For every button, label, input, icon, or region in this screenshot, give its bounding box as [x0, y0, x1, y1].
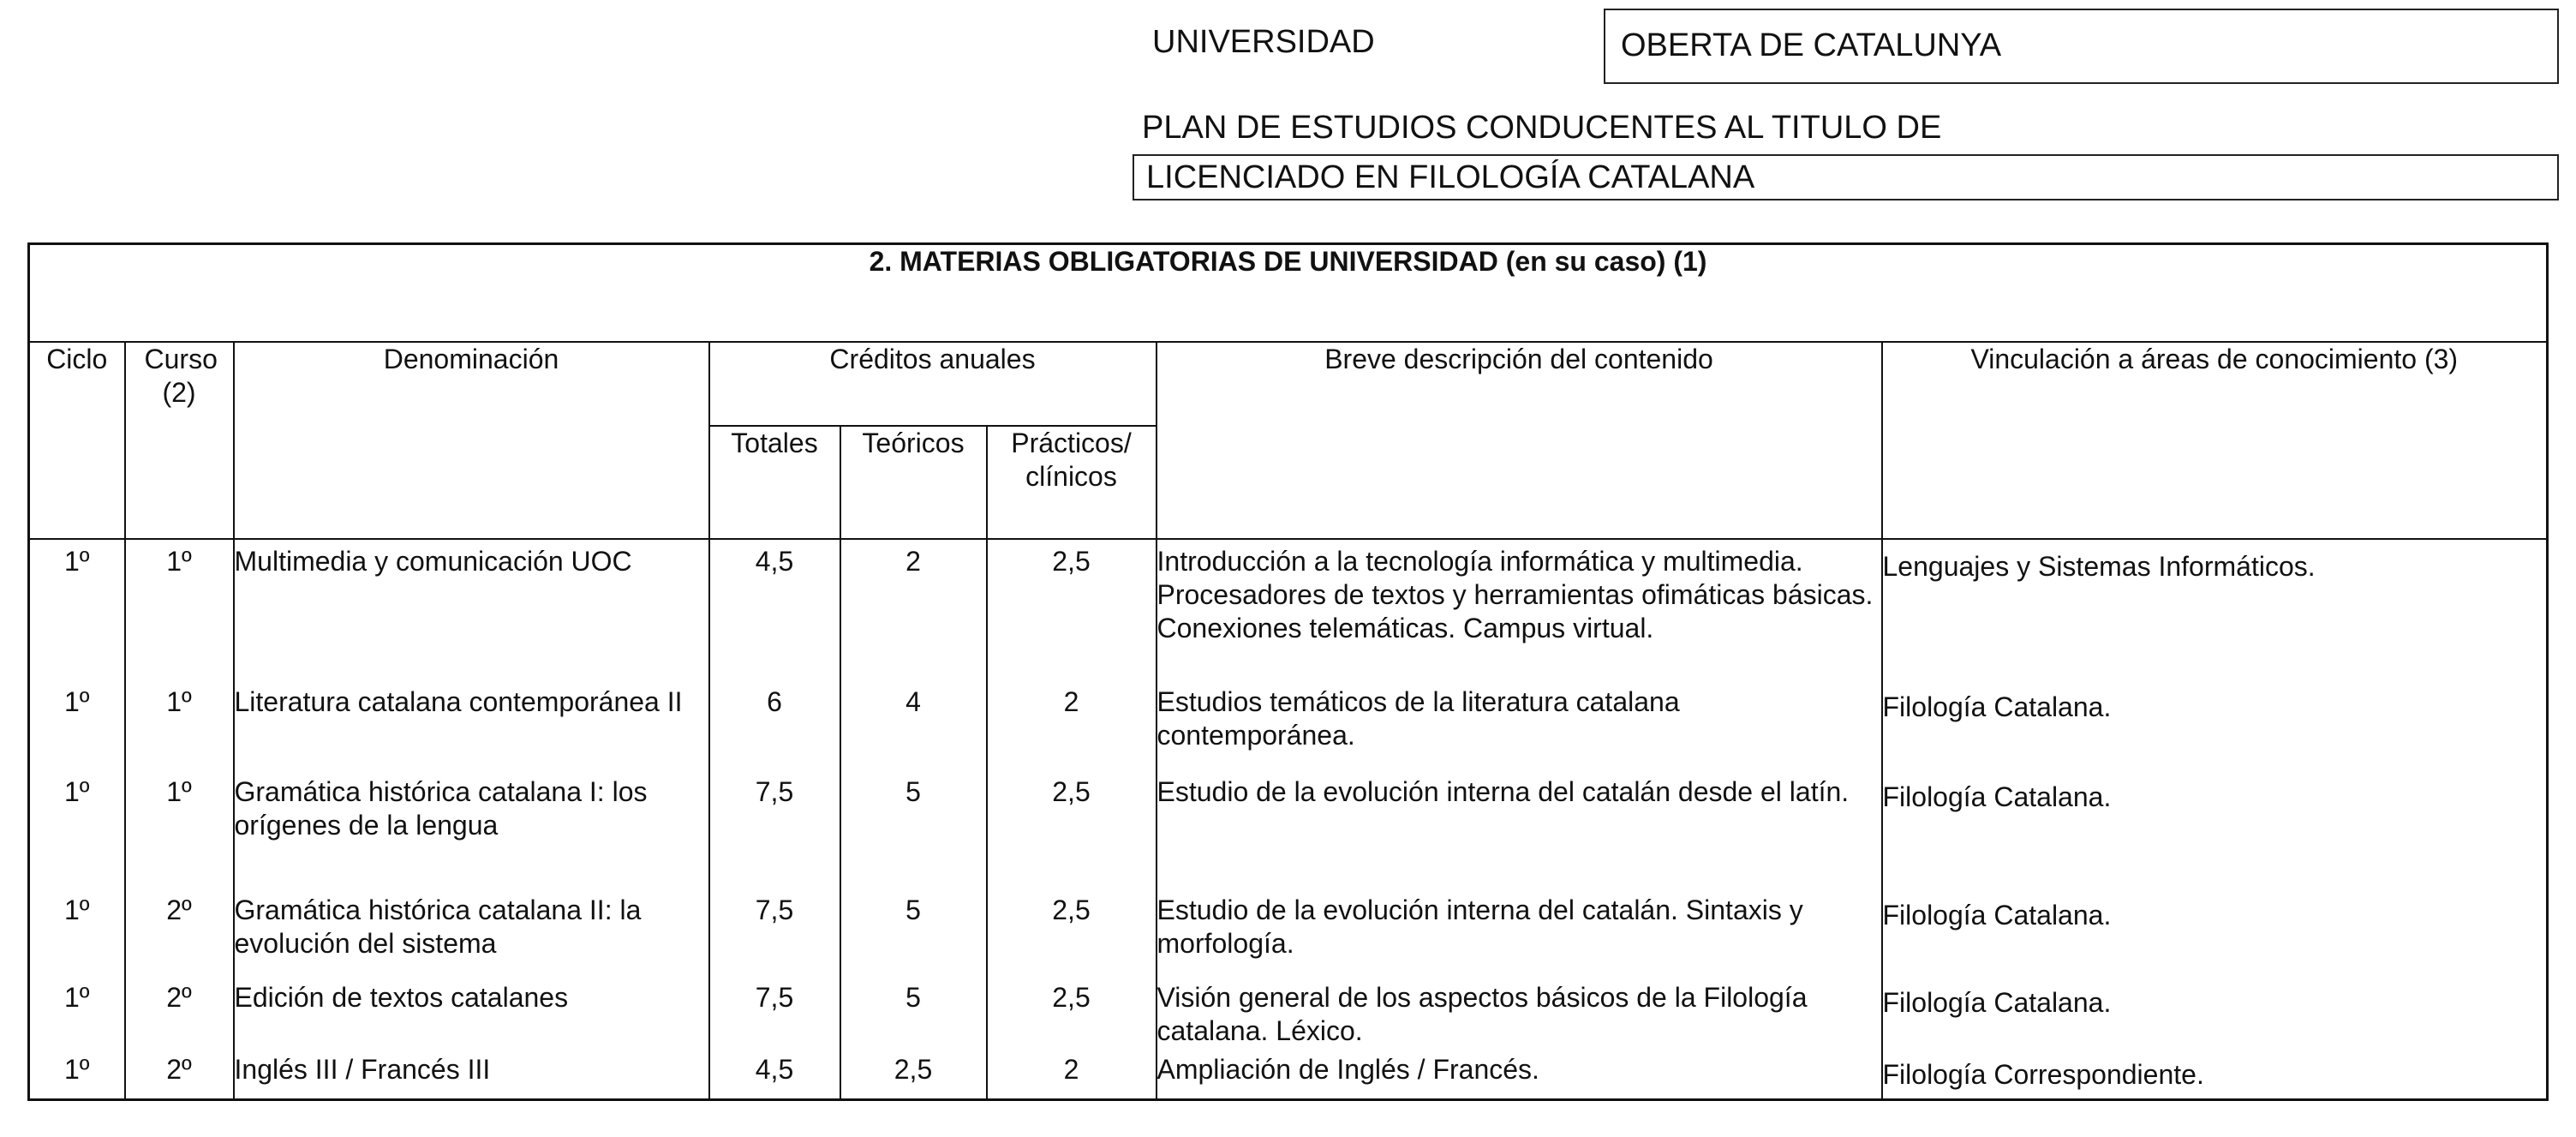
cell-descripcion: Introducción a la tecnología informática y multimedia. Procesadores de textos y herramientas ofimáticas básicas. Conexiones telemáticas. Campus virtual. [1157, 539, 1882, 680]
cell-teoricos: 4 [840, 680, 987, 770]
cell-denominacion: Gramática histórica catalana II: la evolución del sistema [234, 889, 709, 976]
cell-denominacion: Literatura catalana contemporánea II [234, 680, 709, 770]
titulo-value-box [1133, 154, 2559, 200]
cell-descripcion: Estudio de la evolución interna del catalán. Sintaxis y morfología. [1157, 889, 1882, 976]
cell-ciclo: 1º [64, 982, 90, 1013]
cell-denominacion: Gramática histórica catalana I: los orígenes de la lengua [234, 770, 709, 889]
table-title: 2. MATERIAS OBLIGATORIAS DE UNIVERSIDAD (en su caso) (1) [29, 244, 2548, 343]
cell-denominacion: Multimedia y comunicación UOC [234, 539, 709, 680]
cell-descripcion: Ampliación de Inglés / Francés. [1157, 1048, 1882, 1099]
titulo-value: LICENCIADO EN FILOLOGÍA CATALANA [1146, 159, 1755, 195]
cell-totales: 7,5 [709, 976, 840, 1048]
cell-ciclo: 1º [64, 686, 90, 717]
cell-totales: 7,5 [709, 889, 840, 976]
cell-ciclo: 1º [64, 776, 90, 807]
cell-curso: 1º [125, 680, 234, 770]
cell-teoricos: 5 [840, 770, 987, 889]
cell-vinculacion: Filología Catalana. [1882, 680, 2548, 770]
cell-curso: 2º [125, 976, 234, 1048]
cell-vinculacion: Filología Catalana. [1882, 770, 2548, 889]
cell-teoricos: 2 [840, 539, 987, 680]
cell-ciclo: 1º [64, 1054, 90, 1086]
cell-teoricos: 5 [840, 976, 987, 1048]
col-creditos-header: Créditos anuales [709, 342, 1157, 426]
cell-totales: 4,5 [709, 539, 840, 680]
col-denominacion-header: Denominación [234, 342, 709, 539]
cell-ciclo: 1º [64, 895, 90, 925]
materias-table [27, 242, 2549, 1101]
cell-vinculacion: Lenguajes y Sistemas Informáticos. [1882, 539, 2548, 680]
cell-practicos: 2,5 [987, 976, 1157, 1048]
cell-descripcion: Estudios temáticos de la literatura catalana contemporánea. [1157, 680, 1882, 770]
cell-denominacion: Edición de textos catalanes [234, 976, 709, 1048]
universidad-value: OBERTA DE CATALUNYA [1621, 27, 2002, 63]
cell-curso: 1º [125, 539, 234, 680]
cell-denominacion: Inglés III / Francés III [234, 1048, 709, 1099]
col-practicos-header: Prácticos/ clínicos [987, 426, 1157, 539]
cell-vinculacion: Filología Catalana. [1882, 976, 2548, 1048]
cell-curso: 2º [125, 889, 234, 976]
cell-ciclo: 1º [64, 546, 90, 577]
plan-label: PLAN DE ESTUDIOS CONDUCENTES AL TITULO DE [1142, 110, 1942, 146]
cell-totales: 6 [709, 680, 840, 770]
cell-vinculacion: Filología Correspondiente. [1882, 1048, 2548, 1099]
cell-practicos: 2 [987, 1048, 1157, 1099]
col-descripcion-header: Breve descripción del contenido [1157, 342, 1882, 539]
cell-practicos: 2,5 [987, 770, 1157, 889]
cell-totales: 7,5 [709, 770, 840, 889]
cell-totales: 4,5 [709, 1048, 840, 1099]
cell-descripcion: Visión general de los aspectos básicos de la Filología catalana. Léxico. [1157, 976, 1882, 1048]
col-curso-header: Curso (2) [125, 342, 234, 539]
universidad-value-box [1604, 9, 2559, 84]
cell-practicos: 2,5 [987, 539, 1157, 680]
col-vinculacion-header: Vinculación a áreas de conocimiento (3) [1882, 342, 2548, 539]
cell-curso: 2º [125, 1048, 234, 1099]
cell-teoricos: 2,5 [840, 1048, 987, 1099]
cell-teoricos: 5 [840, 889, 987, 976]
cell-practicos: 2,5 [987, 889, 1157, 976]
col-totales-header: Totales [709, 426, 840, 539]
universidad-label: UNIVERSIDAD [1152, 24, 1375, 60]
cell-descripcion: Estudio de la evolución interna del catalán desde el latín. [1157, 770, 1882, 889]
col-ciclo-header: Ciclo [29, 342, 125, 539]
cell-vinculacion: Filología Catalana. [1882, 889, 2548, 976]
cell-curso: 1º [125, 770, 234, 889]
col-teoricos-header: Teóricos [840, 426, 987, 539]
cell-practicos: 2 [987, 680, 1157, 770]
